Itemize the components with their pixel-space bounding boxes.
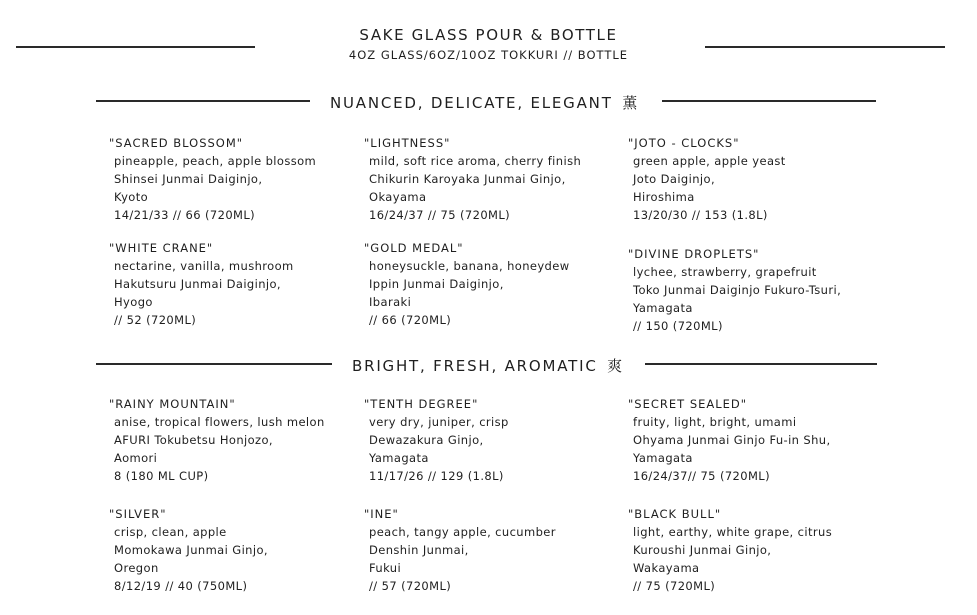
section-1-heading xyxy=(330,92,637,113)
item-origin: Oregon xyxy=(114,561,159,575)
item-notes: nectarine, vanilla, mushroom xyxy=(114,259,294,273)
item-notes: fruity, light, bright, umami xyxy=(633,415,797,429)
item-price: 16/24/37 // 75 (720ML) xyxy=(369,208,511,222)
item-sake: Joto Daiginjo, xyxy=(633,172,715,186)
item-origin: Fukui xyxy=(369,561,402,575)
item-name: "WHITE CRANE" xyxy=(109,241,214,255)
item-name: "LIGHTNESS" xyxy=(364,136,451,150)
menu-item xyxy=(109,134,369,224)
item-notes: mild, soft rice aroma, cherry finish xyxy=(369,154,582,168)
item-sake: Dewazakura Ginjo, xyxy=(369,433,484,447)
item-price: 8 (180 ML CUP) xyxy=(114,469,209,483)
item-origin: Wakayama xyxy=(633,561,700,575)
item-price: 8/12/19 // 40 (750ML) xyxy=(114,579,248,593)
item-origin: Hiroshima xyxy=(633,190,695,204)
section-2-kanji: 爽 xyxy=(607,357,623,375)
item-notes: anise, tropical flowers, lush melon xyxy=(114,415,325,429)
menu-item xyxy=(364,395,624,485)
item-sake: Toko Junmai Daiginjo Fukuro-Tsuri, xyxy=(633,283,842,297)
menu-item xyxy=(628,134,888,224)
item-origin: Yamagata xyxy=(633,301,693,315)
section-1-heading-text: NUANCED, DELICATE, ELEGANT xyxy=(330,94,613,112)
menu-item xyxy=(109,505,369,595)
item-notes: very dry, juniper, crisp xyxy=(369,415,509,429)
menu-item xyxy=(628,505,888,595)
item-sake: Chikurin Karoyaka Junmai Ginjo, xyxy=(369,172,566,186)
item-notes: pineapple, peach, apple blossom xyxy=(114,154,317,168)
item-sake: AFURI Tokubetsu Honjozo, xyxy=(114,433,273,447)
section-1-kanji: 薫 xyxy=(622,94,638,112)
item-name: "JOTO - CLOCKS" xyxy=(628,136,740,150)
menu-item xyxy=(109,239,369,329)
item-sake: Kuroushi Junmai Ginjo, xyxy=(633,543,772,557)
section-2-heading xyxy=(352,355,622,376)
item-sake: Ohyama Junmai Ginjo Fu-in Shu, xyxy=(633,433,831,447)
item-price: 16/24/37// 75 (720ML) xyxy=(633,469,770,483)
item-name: "TENTH DEGREE" xyxy=(364,397,479,411)
item-name: "GOLD MEDAL" xyxy=(364,241,464,255)
item-notes: lychee, strawberry, grapefruit xyxy=(633,265,817,279)
item-notes: peach, tangy apple, cucumber xyxy=(369,525,556,539)
item-origin: Hyogo xyxy=(114,295,153,309)
menu-item xyxy=(364,505,624,595)
item-origin: Yamagata xyxy=(369,451,429,465)
item-sake: Shinsei Junmai Daiginjo, xyxy=(114,172,263,186)
item-origin: Kyoto xyxy=(114,190,149,204)
item-price: // 66 (720ML) xyxy=(369,313,452,327)
item-origin: Ibaraki xyxy=(369,295,412,309)
item-price: 14/21/33 // 66 (720ML) xyxy=(114,208,256,222)
item-sake: Denshin Junmai, xyxy=(369,543,469,557)
item-origin: Okayama xyxy=(369,190,427,204)
menu-item xyxy=(628,395,888,485)
item-name: "INE" xyxy=(364,507,399,521)
item-sake: Momokawa Junmai Ginjo, xyxy=(114,543,268,557)
item-name: "SECRET SEALED" xyxy=(628,397,748,411)
menu-item xyxy=(628,245,888,335)
item-origin: Aomori xyxy=(114,451,158,465)
item-name: "SILVER" xyxy=(109,507,167,521)
item-price: // 75 (720ML) xyxy=(633,579,716,593)
item-notes: green apple, apple yeast xyxy=(633,154,786,168)
menu-title: SAKE GLASS POUR & BOTTLE xyxy=(359,26,618,44)
item-name: "SACRED BLOSSOM" xyxy=(109,136,244,150)
menu-subtitle: 4OZ GLASS/6OZ/10OZ TOKKURI // BOTTLE xyxy=(348,48,629,62)
section-2-rule-left xyxy=(96,363,332,365)
menu-item xyxy=(364,239,624,329)
item-notes: honeysuckle, banana, honeydew xyxy=(369,259,570,273)
item-notes: crisp, clean, apple xyxy=(114,525,227,539)
item-name: "BLACK BULL" xyxy=(628,507,722,521)
item-price: // 57 (720ML) xyxy=(369,579,452,593)
item-price: // 52 (720ML) xyxy=(114,313,197,327)
menu-item xyxy=(109,395,369,485)
menu-item xyxy=(364,134,624,224)
item-name: "RAINY MOUNTAIN" xyxy=(109,397,236,411)
item-sake: Hakutsuru Junmai Daiginjo, xyxy=(114,277,281,291)
section-2-rule-right xyxy=(645,363,877,365)
item-sake: Ippin Junmai Daiginjo, xyxy=(369,277,504,291)
section-1-rule-left xyxy=(96,100,310,102)
item-notes: light, earthy, white grape, citrus xyxy=(633,525,833,539)
item-origin: Yamagata xyxy=(633,451,693,465)
section-2-heading-text: BRIGHT, FRESH, AROMATIC xyxy=(352,357,598,375)
item-price: 11/17/26 // 129 (1.8L) xyxy=(369,469,504,483)
item-price: 13/20/30 // 153 (1.8L) xyxy=(633,208,768,222)
item-price: // 150 (720ML) xyxy=(633,319,723,333)
section-1-rule-right xyxy=(662,100,876,102)
item-name: "DIVINE DROPLETS" xyxy=(628,247,760,261)
